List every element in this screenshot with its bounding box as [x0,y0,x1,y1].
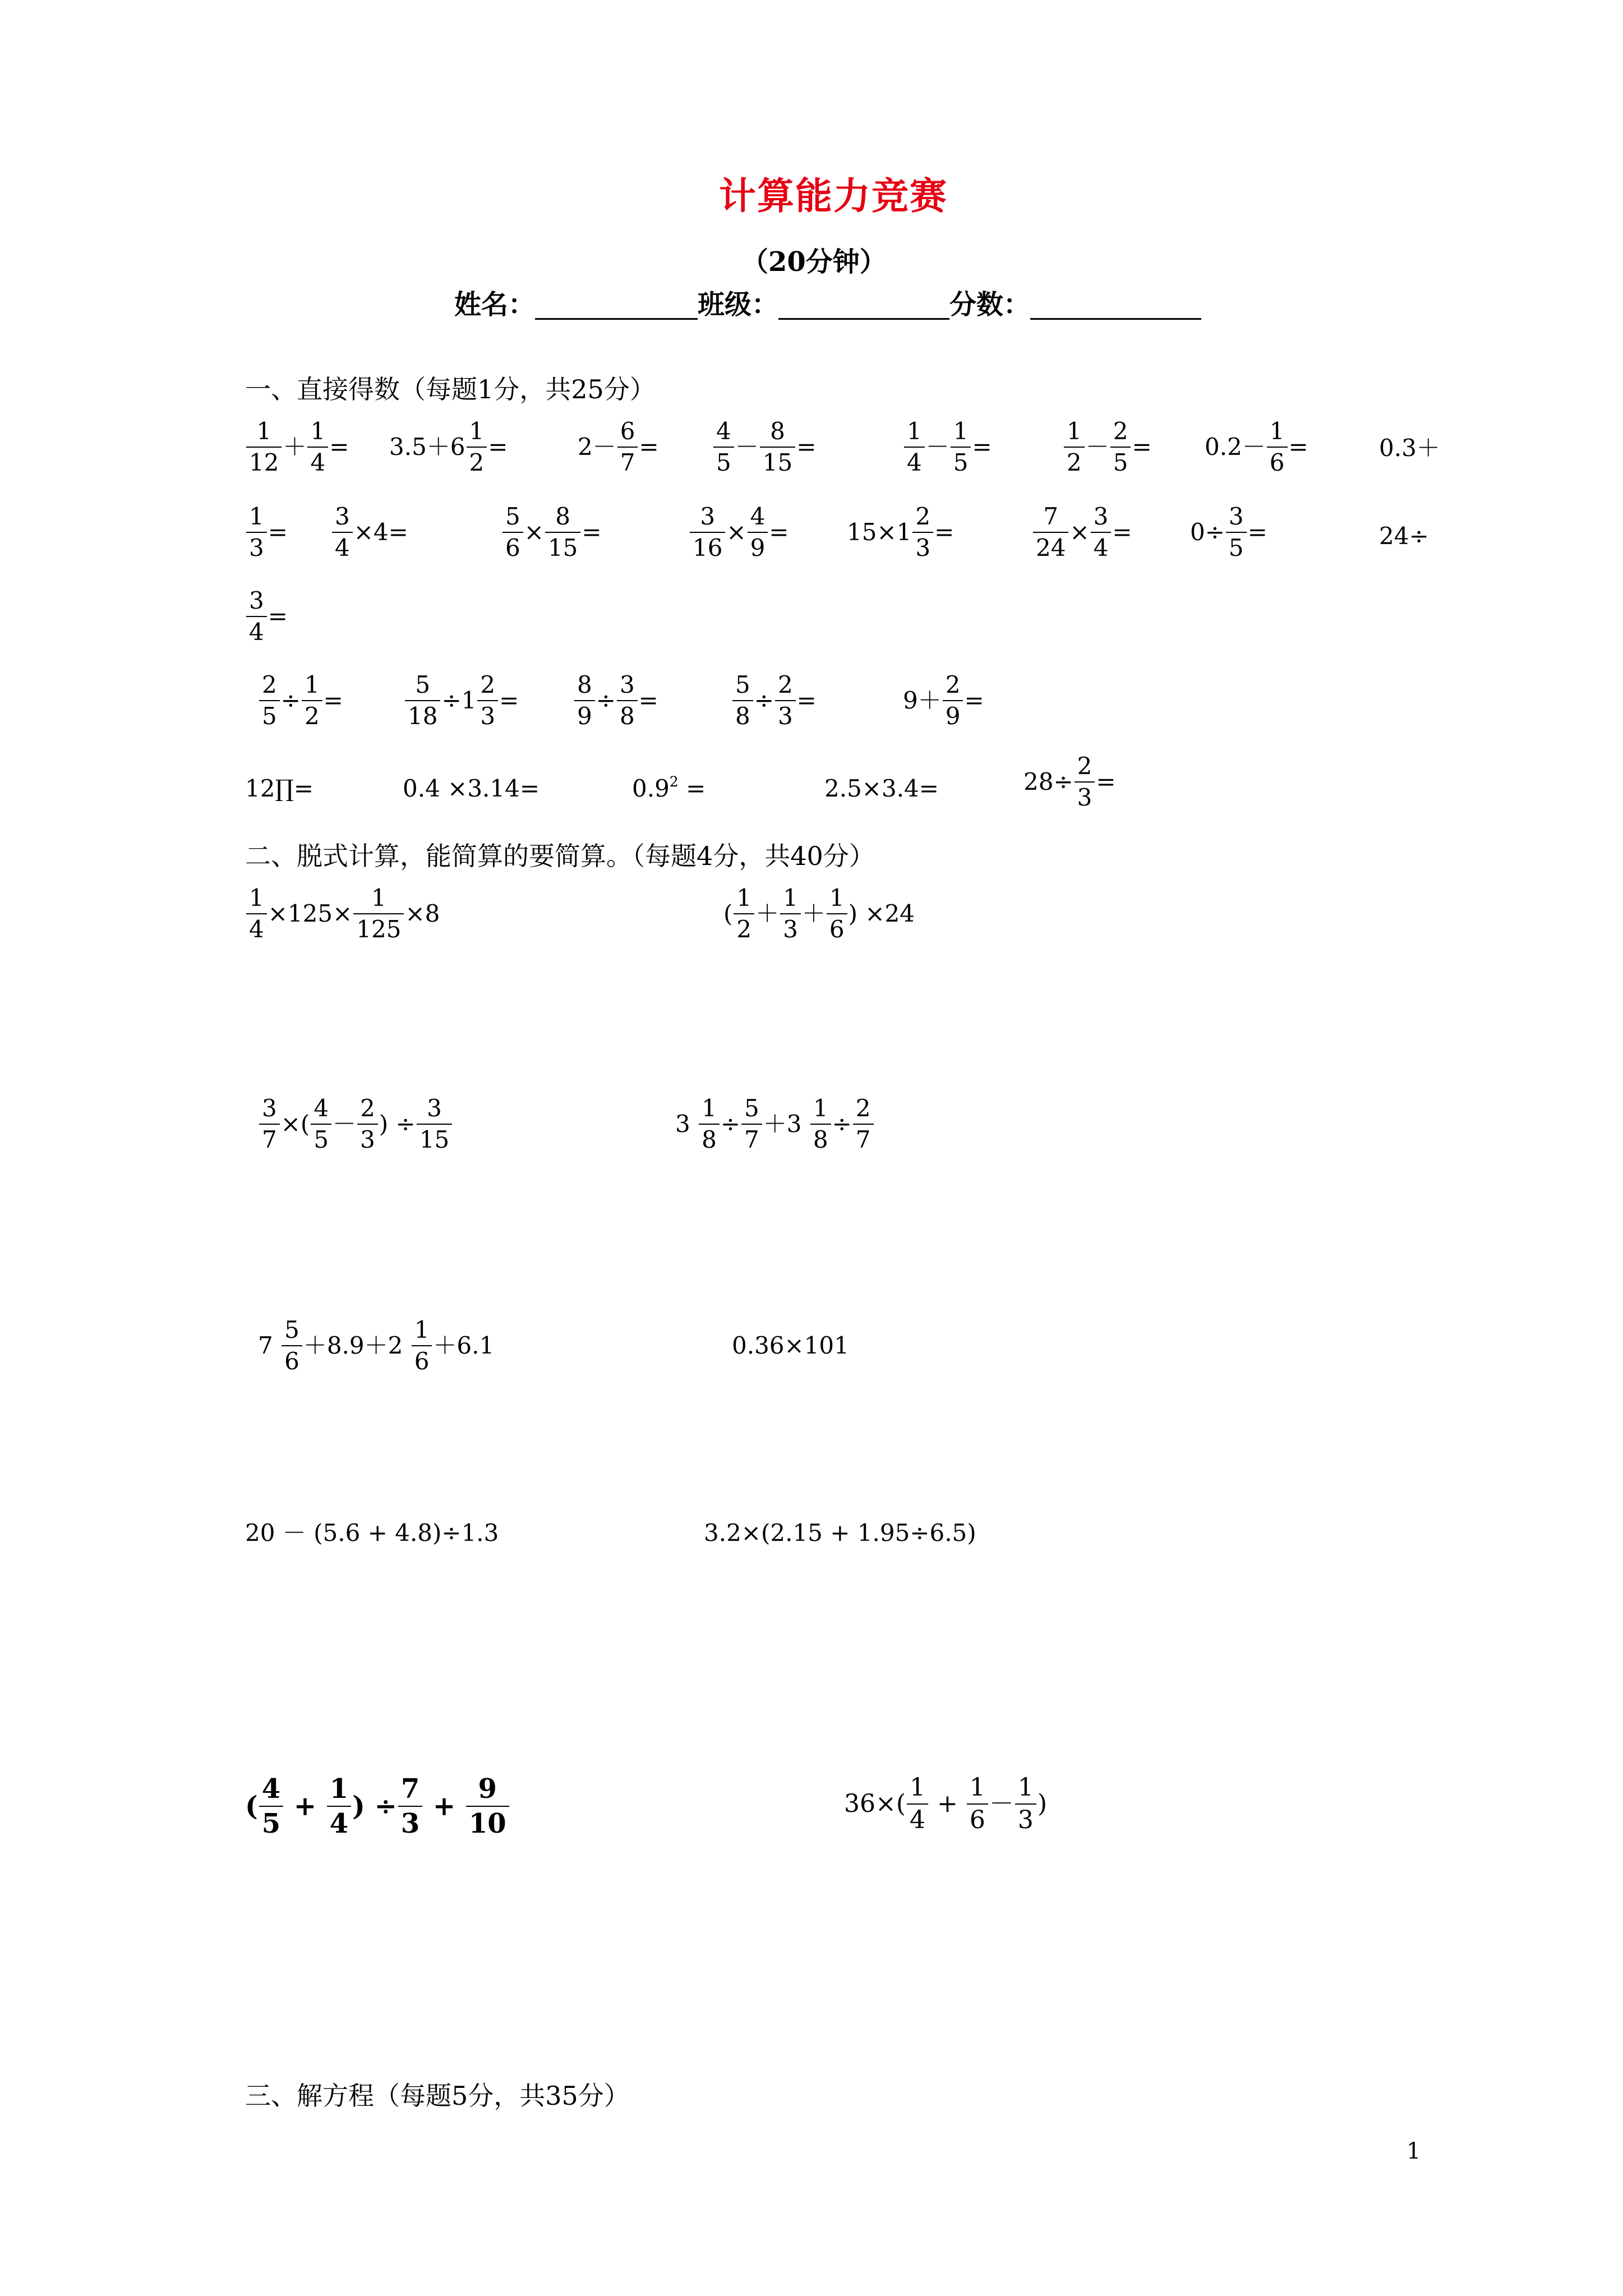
expr-text: = [499,687,519,714]
expr-text: = [1112,518,1132,546]
denominator: 2 [467,447,487,475]
numerator: 2 [1113,417,1128,445]
fraction [246,505,267,560]
q2-item [704,1521,976,1545]
fraction [741,1094,762,1153]
denominator: 5 [259,1806,283,1837]
denominator: 8 [732,700,753,728]
expr-text: 2－ [578,433,616,461]
denominator: 5 [951,447,971,475]
expr-text: = [268,518,288,546]
numerator: 2 [480,671,496,698]
fraction [466,1775,509,1837]
numerator: 2 [1077,752,1092,780]
denominator: 7 [853,1124,874,1152]
numerator: 1 [907,417,922,445]
numerator: 3 [1093,503,1109,530]
numerator: 5 [284,1316,299,1343]
expr-text: = [1132,433,1152,461]
expr-text: = [796,433,817,461]
expr-text: － [333,1110,357,1138]
q2-item [245,1775,510,1837]
denominator: 9 [574,700,595,728]
fraction [282,1318,302,1373]
denominator: 10 [466,1806,509,1837]
expr-text: = [582,518,602,546]
denominator: 125 [353,913,404,941]
fraction [943,673,963,728]
expr-text: ＋ [801,900,826,927]
fraction [907,1775,928,1833]
fraction [617,673,638,728]
numerator: 1 [736,884,752,912]
expr-text: ÷ [596,687,616,714]
denominator: 12 [246,447,282,475]
fraction [904,417,925,476]
numerator: 3 [427,1094,442,1122]
denominator: 5 [259,700,280,728]
fraction [502,505,523,560]
fraction [259,673,280,728]
expr-text: － [1085,433,1109,461]
fraction [748,505,768,560]
denominator: 6 [412,1345,432,1373]
fraction [246,589,267,644]
q1-item [258,673,343,728]
fraction [246,417,282,476]
expr-text: 0.36×101 [732,1332,849,1359]
q1-item [404,673,519,728]
fraction [574,673,595,728]
denominator: 3 [775,700,796,728]
expr-text: 20 － (5.6 + 4.8)÷1.3 [245,1519,499,1547]
denominator: 3 [1075,781,1095,809]
denominator: 6 [827,913,847,941]
denominator: 4 [307,447,328,475]
fraction [259,1775,283,1837]
numerator: 1 [329,1773,349,1805]
expr-text: ＋6.1 [433,1332,495,1359]
numerator: 1 [813,1094,828,1122]
fraction [617,417,638,476]
numerator: 5 [744,1094,759,1122]
q1-item [245,589,288,644]
expr-text: ×125× [268,900,353,927]
numerator: 6 [620,417,635,445]
denominator: 15 [545,532,580,560]
expr-text: ÷ [720,1110,741,1138]
name-field[interactable] [535,289,698,319]
q1-item [1023,754,1116,809]
expr-text: ＋ [283,433,307,461]
q1-item [1063,417,1152,476]
expr-text: ×( [280,1110,310,1138]
fraction [699,1094,720,1153]
q1-item [1032,505,1132,560]
expr-text: 36×( [844,1789,906,1818]
q1-item [632,773,706,802]
class-label: 班级： [698,289,779,320]
expr-text: ×8 [405,900,440,927]
fraction [690,505,725,560]
denominator: 2 [734,913,754,941]
expr-text: × [726,518,746,546]
fraction [734,886,754,941]
denominator: 4 [327,1806,351,1837]
fraction [1091,505,1112,560]
numerator: 2 [360,1094,375,1122]
expr-text: = [639,433,659,461]
expr-text: = [678,775,706,802]
expr-text: + [423,1791,465,1822]
denominator: 4 [246,616,267,644]
denominator: 4 [246,913,267,941]
q2-item [245,1521,499,1545]
expr-text: × [1069,518,1090,546]
denominator: 3 [1015,1803,1036,1833]
expr-text: 7 [258,1332,281,1359]
denominator: 3 [912,532,933,560]
denominator: 18 [405,700,440,728]
expr-text: 12∏= [245,775,314,802]
fraction [311,1094,331,1153]
denominator: 5 [1226,532,1247,560]
expr-text: = [488,433,508,461]
expr-text: ) ÷ [379,1110,416,1138]
q1-item [903,417,992,476]
expr-text: 3 [675,1110,698,1138]
expr-text: ＋3 [763,1110,809,1138]
fraction [332,505,353,560]
fraction [1033,505,1068,560]
numerator: 1 [304,671,320,698]
student-info-line [454,283,1201,321]
fraction [713,417,734,476]
expr-text: = [323,687,343,714]
expr-text: = [972,433,992,461]
fraction [951,417,971,476]
numerator: 8 [555,503,571,530]
expr-text: = [796,687,817,714]
fraction [353,886,404,941]
expr-text: 0÷ [1190,518,1225,546]
fraction [967,1775,988,1833]
numerator: 1 [910,1773,926,1802]
numerator: 3 [249,587,264,614]
expr-text: = [1247,518,1267,546]
numerator: 2 [915,503,931,530]
numerator: 1 [256,417,272,445]
section-3-heading: 三、解方程（每题5分，共35分） [245,2081,630,2111]
fraction [780,886,801,941]
numerator: 4 [313,1094,329,1122]
fraction [1226,505,1247,560]
q1-item [245,777,313,800]
numerator: 1 [249,503,264,530]
q1-item [903,673,984,728]
numerator: 1 [829,884,845,912]
denominator: 15 [417,1124,452,1152]
expr-text: － [989,1789,1014,1818]
fraction [246,886,267,941]
fraction [545,505,580,560]
denominator: 7 [617,447,638,475]
expr-text: = [268,602,288,630]
numerator: 7 [1043,503,1059,530]
numerator: 1 [414,1316,430,1343]
fraction [1267,417,1288,476]
numerator: 4 [716,417,731,445]
denominator: 15 [760,447,795,475]
numerator: 3 [1228,503,1244,530]
numerator: 2 [855,1094,871,1122]
denominator: 6 [967,1803,988,1833]
fraction [912,505,933,560]
q1-item [245,505,288,560]
denominator: 3 [357,1124,378,1152]
denominator: 3 [398,1806,422,1837]
q1-item [501,505,602,560]
denominator: 7 [741,1124,762,1152]
page-title: 计算能力竞赛 [719,174,948,218]
fraction [259,1094,280,1153]
expr-text: ÷ [280,687,301,714]
fraction [302,673,322,728]
q1-item [403,777,540,800]
numerator: 8 [577,671,592,698]
q1-item [578,417,659,476]
q1-item [1379,524,1429,548]
numerator: 1 [310,417,326,445]
expr-text: ) ×24 [848,900,915,927]
expr-text: 0.4 ×3.14= [403,775,540,802]
q1-item [389,417,508,476]
class-field[interactable] [778,289,949,319]
q2-item [732,1334,849,1358]
denominator: 24 [1033,532,1068,560]
denominator: 4 [904,447,925,475]
expr-text: － [925,433,949,461]
numerator: 5 [735,671,750,698]
exponent: 2 [669,773,679,790]
numerator: 4 [750,503,766,530]
q1-item [689,505,789,560]
numerator: 1 [249,884,264,912]
fraction [853,1094,874,1153]
expr-text: ÷1 [441,687,477,714]
q1-item [245,417,349,476]
expr-text: ÷ [832,1110,852,1138]
numerator: 1 [783,884,798,912]
expr-text: 0.2－ [1205,433,1266,461]
expr-text: ( [723,900,733,927]
q2-item [258,1094,453,1153]
denominator: 8 [699,1124,720,1152]
fraction [1075,754,1095,809]
denominator: 6 [1267,447,1288,475]
numerator: 1 [1067,417,1082,445]
expr-text: 2.5×3.4= [824,775,939,802]
section-2-heading: 二、脱式计算，能简算的要简算。（每题4分，共40分） [245,841,875,871]
q1-item [712,417,817,476]
denominator: 9 [748,532,768,560]
expr-text: = [769,518,789,546]
score-label: 分数： [949,289,1031,320]
numerator: 3 [335,503,350,530]
numerator: 3 [619,671,635,698]
expr-text: ÷ [754,687,774,714]
denominator: 9 [943,700,963,728]
fraction [417,1094,452,1153]
expr-text: ( [245,1791,258,1822]
denominator: 6 [282,1345,302,1373]
denominator: 5 [311,1124,331,1152]
fraction [775,673,796,728]
numerator: 8 [770,417,785,445]
fraction [405,673,440,728]
denominator: 3 [780,913,801,941]
expr-text: 24÷ [1379,522,1429,550]
fraction [412,1318,432,1373]
fraction [827,886,847,941]
score-field[interactable] [1030,289,1201,319]
expr-text: ) ÷ [352,1791,397,1822]
numerator: 1 [1017,1773,1034,1802]
q2-item [258,1318,494,1373]
expr-text: = [934,518,955,546]
numerator: 3 [262,1094,277,1122]
section-1-heading: 一、直接得数（每题1分，共25分） [245,374,656,404]
denominator: 4 [907,1803,928,1833]
q1-item [331,505,408,560]
expr-text: 3.5＋6 [389,433,465,461]
denominator: 4 [332,532,353,560]
page-number: 1 [1407,2138,1421,2164]
fraction [467,417,487,476]
denominator: 2 [302,700,322,728]
numerator: 5 [505,503,520,530]
denominator: 5 [713,447,734,475]
numerator: 1 [702,1094,717,1122]
denominator: 5 [1110,447,1131,475]
expr-text: 0.3＋ [1379,434,1440,462]
numerator: 1 [969,1773,985,1802]
denominator: 6 [502,532,523,560]
numerator: 2 [262,671,277,698]
denominator: 4 [1091,532,1112,560]
numerator: 2 [777,671,793,698]
numerator: 7 [400,1773,420,1805]
numerator: 5 [415,671,431,698]
numerator: 1 [953,417,969,445]
name-label: 姓名： [454,289,536,320]
expr-text: ＋8.9＋2 [303,1332,411,1359]
fraction [1064,417,1085,476]
q2-item [245,886,440,941]
q1-item [1379,436,1440,460]
expr-text: = [329,433,349,461]
expr-text: 3.2×(2.15 + 1.95÷6.5) [704,1519,976,1547]
fraction [327,1775,351,1837]
expr-text: + [284,1791,326,1822]
duration-label: （20分钟） [741,246,887,278]
expr-text: = [1096,768,1116,795]
denominator: 8 [617,700,638,728]
numerator: 3 [700,503,716,530]
q2-item [844,1775,1047,1833]
numerator: 4 [261,1773,281,1805]
q1-item [731,673,817,728]
fraction [1110,417,1131,476]
expr-text: = [964,687,984,714]
q2-item [675,1094,875,1153]
expr-text: + [929,1789,966,1818]
expr-text: = [1288,433,1308,461]
q1-item [824,777,939,800]
fraction [477,673,498,728]
expr-text: ×4= [353,518,408,546]
fraction [760,417,795,476]
q2-item [723,886,915,941]
numerator: 2 [945,671,961,698]
fraction [732,673,753,728]
fraction [810,1094,831,1153]
fraction [398,1775,422,1837]
q1-item [1205,417,1308,476]
denominator: 8 [810,1124,831,1152]
fraction [1015,1775,1036,1833]
fraction [357,1094,378,1153]
expr-text: 28÷ [1023,768,1073,795]
numerator: 1 [469,417,485,445]
expr-text: × [524,518,544,546]
q1-item [573,673,658,728]
numerator: 1 [371,884,386,912]
expr-text: － [735,433,759,461]
denominator: 2 [1064,447,1085,475]
expr-text: ＋ [755,900,780,927]
expr-text: ) [1037,1789,1048,1818]
denominator: 16 [690,532,725,560]
fraction [307,417,328,476]
expr-text: 9＋ [903,687,942,714]
denominator: 3 [246,532,267,560]
expr-text: = [638,687,658,714]
denominator: 7 [259,1124,280,1152]
expr-text: 15×1 [847,518,912,546]
expr-text: 0.9 [632,775,670,802]
denominator: 3 [477,700,498,728]
q1-item [847,505,954,560]
numerator: 9 [478,1773,497,1805]
numerator: 1 [1269,417,1285,445]
q1-item [1190,505,1267,560]
